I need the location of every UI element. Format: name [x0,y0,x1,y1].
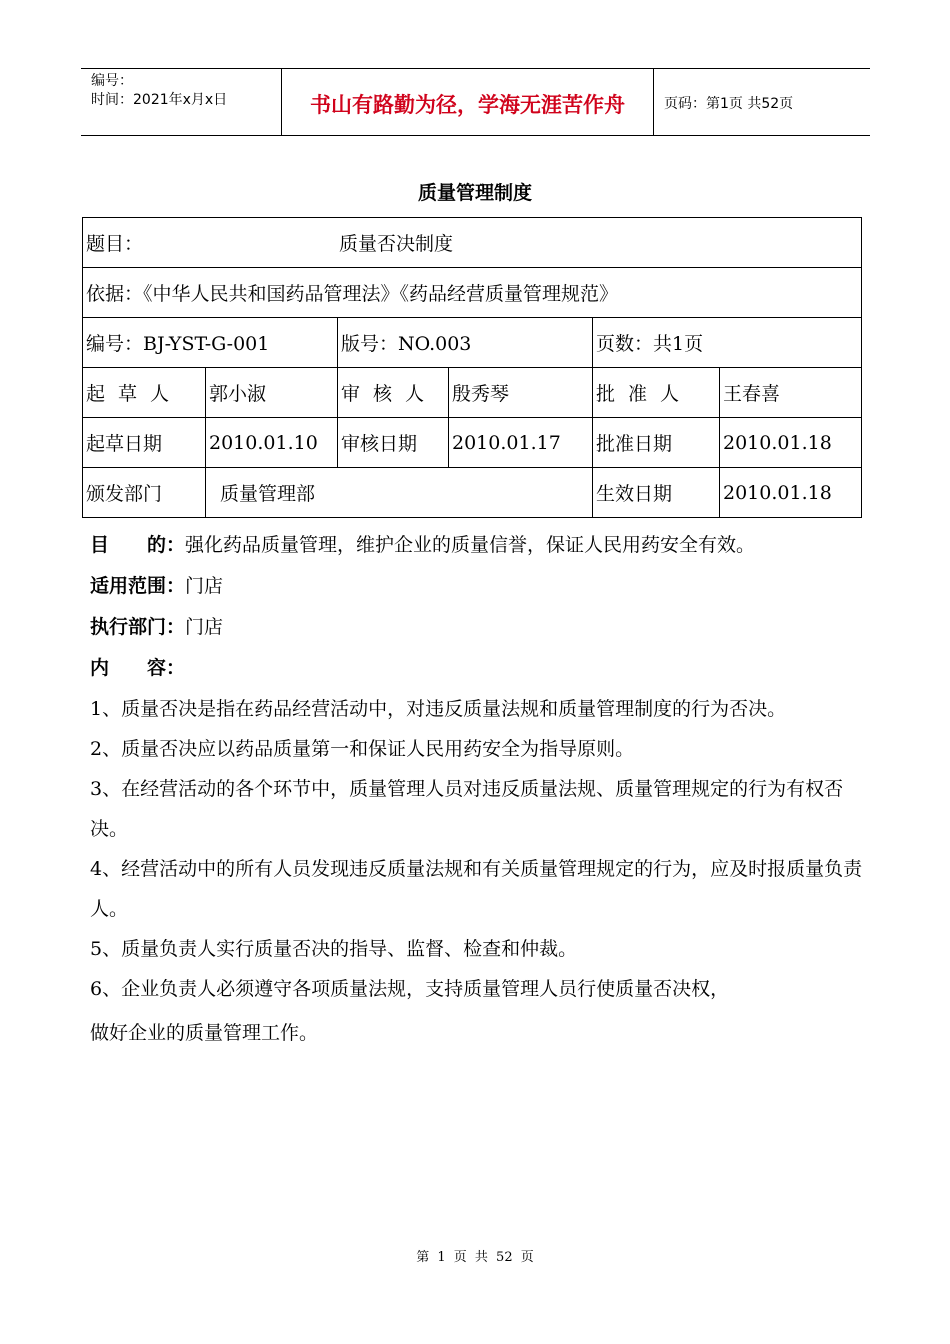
approver-label: 批准人 [593,368,720,418]
list-item: 做好企业的质量管理工作。 [90,1022,319,1044]
pages-cell: 页数：共1页 [593,318,862,368]
issuing-dept-label: 颁发部门 [83,468,206,518]
issuing-dept-value: 质量管理部 [206,468,593,518]
scope-label: 适用范围： [90,575,186,597]
draft-date-label: 起草日期 [83,418,206,468]
document-title: 质量管理制度 [417,182,532,204]
header-time: 时间：2021年x月x日 [91,92,228,108]
exec-text: 门店 [185,616,224,638]
list-item: 1、质量否决是指在药品经营活动中，对违反质量法规和质量管理制度的行为否决。 [90,698,787,720]
purpose-text: 强化药品质量管理，维护企业的质量信誉，保证人民用药安全有效。 [185,534,756,556]
reviewer-value: 殷秀琴 [449,368,593,418]
approver-value: 王春喜 [720,368,862,418]
basis-cell: 依据：《中华人民共和国药品管理法》《药品经营质量管理规范》 [83,268,862,318]
list-item: 2、质量否决应以药品质量第一和保证人民用药安全为指导原则。 [90,738,635,760]
reviewer-label: 审核人 [338,368,449,418]
review-date-label: 审核日期 [338,418,449,468]
content-label: 内 容： [90,657,186,679]
page-footer: 第 1 页 共 52 页 [416,1250,534,1265]
document-info-table [82,217,862,518]
table-row [83,468,862,518]
drafter-label: 起草人 [83,368,206,418]
table-row [83,368,862,418]
table-row [83,268,862,318]
list-item: 5、质量负责人实行质量否决的指导、监督、检查和仲裁。 [90,938,578,960]
purpose-label: 目 的： [90,534,186,556]
effective-date-value: 2010.01.18 [720,468,862,518]
exec-label: 执行部门： [90,616,186,638]
scope-line [90,566,870,607]
header-meta [81,69,282,135]
document-body [90,525,870,1053]
draft-date-value: 2010.01.10 [206,418,338,468]
purpose-line [90,525,870,566]
scope-text: 门店 [185,575,224,597]
review-date-value: 2010.01.17 [449,418,593,468]
header-motto: 书山有路勤为径，学海无涯苦作舟 [282,69,654,135]
table-row [83,218,862,268]
page-header [81,68,870,136]
effective-date-label: 生效日期 [593,468,720,518]
list-item: 3、在经营活动的各个环节中，质量管理人员对违反质量法规、质量管理规定的行为有权否决。 [90,778,844,840]
list-item: 6、企业负责人必须遵守各项质量法规，支持质量管理人员行使质量否决权， [90,978,730,1000]
subject-value: 质量否决制度 [339,233,454,255]
table-row [83,418,862,468]
exec-line [90,607,870,648]
subject-cell [83,218,862,268]
approve-date-label: 批准日期 [593,418,720,468]
header-page-info: 页码：第1页 共52页 [664,96,794,112]
code-cell: 编号：BJ-YST-G-001 [83,318,338,368]
drafter-value: 郭小淑 [206,368,338,418]
table-row [83,318,862,368]
header-number: 编号： [91,73,133,89]
list-item: 4、经营活动中的所有人员发现违反质量法规和有关质量管理规定的行为，应及时报质量负责人。 [90,858,863,920]
content-heading [90,648,870,689]
version-cell: 版号：NO.003 [338,318,593,368]
subject-label: 题目： [86,233,144,255]
approve-date-value: 2010.01.18 [720,418,862,468]
